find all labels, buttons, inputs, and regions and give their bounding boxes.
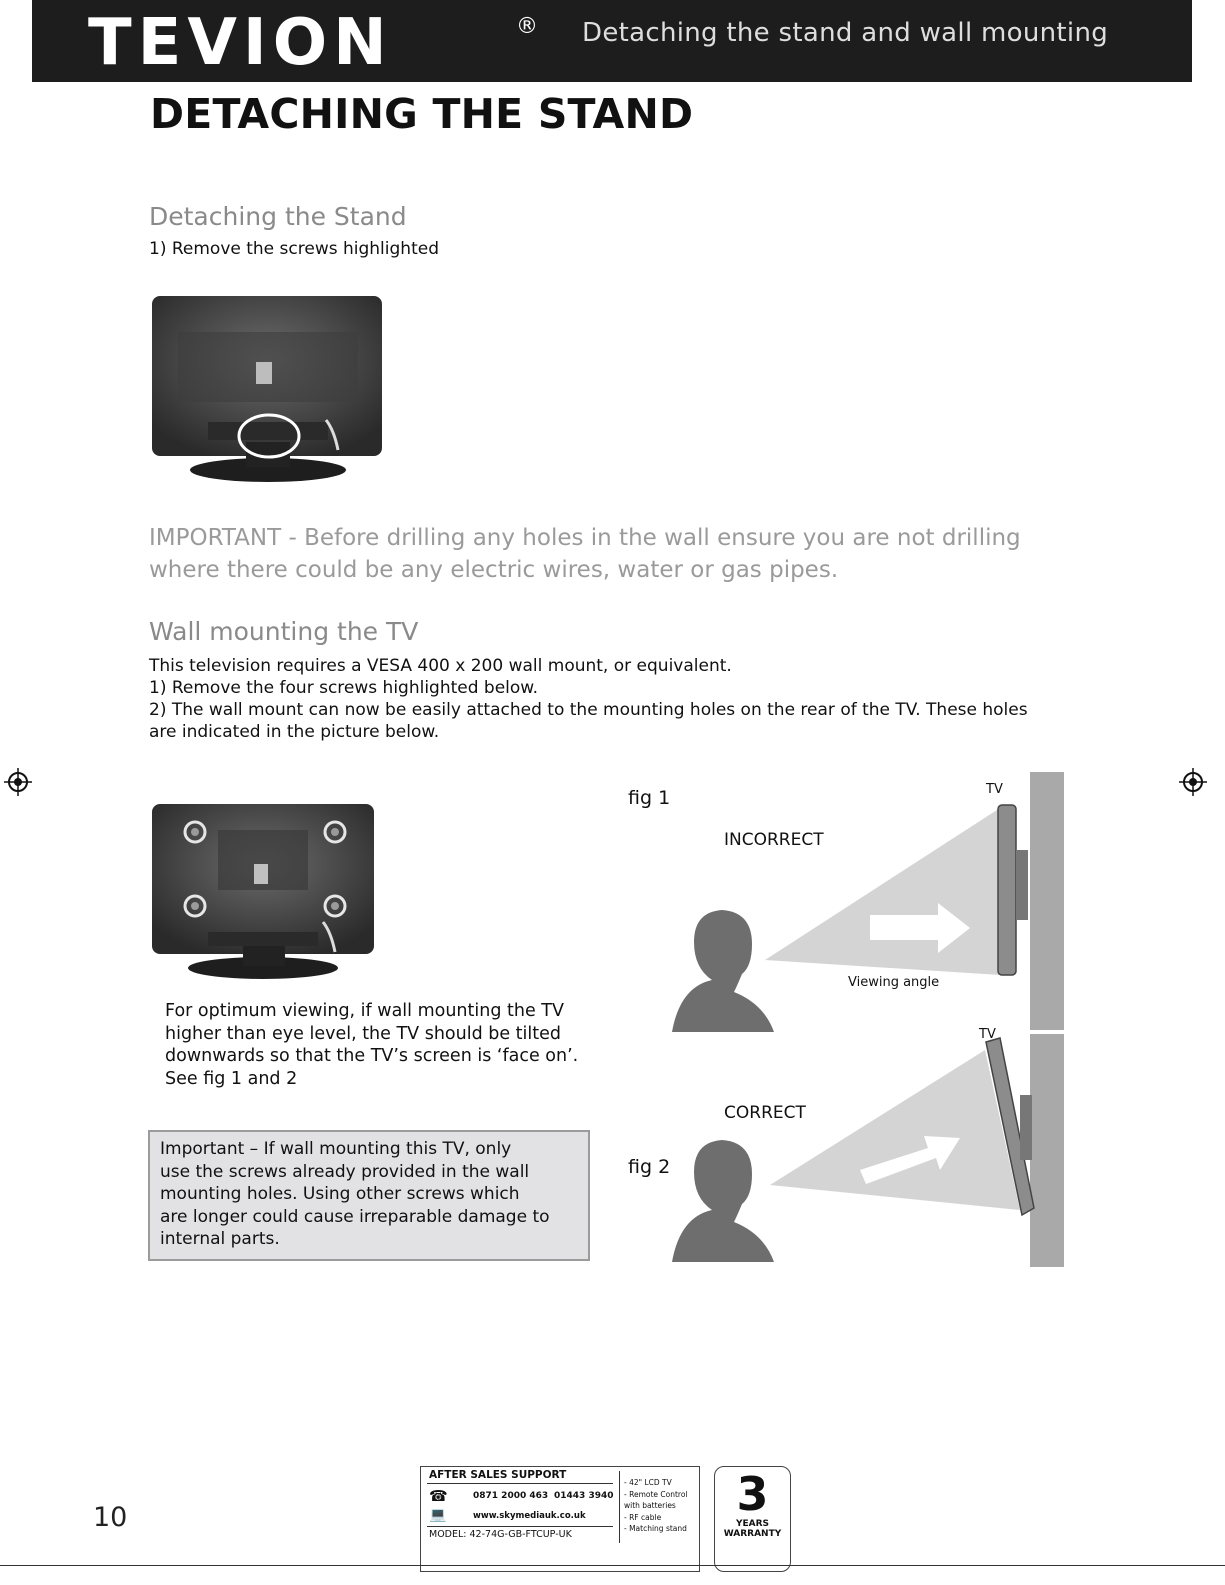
viewing-note-line: For optimum viewing, if wall mounting the TV <box>165 1001 564 1021</box>
section-title: Detaching the stand and wall mounting <box>582 18 1109 48</box>
warranty-line-1: YEARS <box>735 1519 770 1529</box>
after-sales-support-box <box>420 1466 700 1572</box>
wall-line: 1) Remove the four screws highlighted below. <box>149 678 539 698</box>
phone-icon: ☎ <box>429 1487 448 1505</box>
registration-mark-right <box>1179 768 1207 796</box>
warranty-badge <box>714 1466 791 1572</box>
wall-line: are indicated in the picture below. <box>149 722 440 742</box>
viewing-note-line: higher than eye level, the TV should be tilted <box>165 1023 562 1044</box>
wall-upper <box>1030 772 1064 1030</box>
tv-profile-incorrect <box>998 805 1016 975</box>
viewing-note <box>165 1000 578 1090</box>
incorrect-label: INCORRECT <box>724 830 824 850</box>
fig1-label: fig 1 <box>628 787 671 809</box>
phone-2: 01443 3940 <box>554 1491 614 1501</box>
registered-mark: ® <box>516 14 538 39</box>
contents-item: - 42" LCD TV <box>624 1478 672 1487</box>
viewing-beam-correct <box>770 1050 1020 1210</box>
wall-line: 2) The wall mount can now be easily attached to the mounting holes on the rear of the TV. These holes <box>149 700 1028 720</box>
warranty-years-number: 3 <box>736 1467 769 1521</box>
warranty-line-2: WARRANTY <box>723 1529 782 1539</box>
wall-instructions <box>149 655 1049 743</box>
screw-note-line: mounting holes. Using other screws which <box>160 1184 520 1204</box>
contents-item: with batteries <box>624 1501 676 1510</box>
tv-label-2: TV <box>979 1027 996 1042</box>
screw-note-line: are longer could cause irreparable damage to <box>160 1206 550 1227</box>
support-website: www.skymediauk.co.uk <box>473 1511 586 1521</box>
wall-bracket-2 <box>1020 1095 1032 1160</box>
viewing-note-line: See fig 1 and 2 <box>165 1068 298 1089</box>
wall-heading: Wall mounting the TV <box>149 617 419 646</box>
model-number: MODEL: 42-74G-GB-FTCUP-UK <box>429 1529 572 1540</box>
bottom-rule <box>0 1565 1225 1566</box>
screw-note-line: use the screws already provided in the wall <box>160 1161 530 1182</box>
viewing-angle-label: Viewing angle <box>848 975 940 990</box>
drilling-warning: IMPORTANT - Before drilling any holes in the wall ensure you are not drilling where there could be any electric wires, water or gas pipes. <box>149 525 1021 583</box>
viewing-note-line: downwards so that the TV’s screen is ‘face on’. <box>165 1046 579 1066</box>
contents-item: - Remote Control <box>624 1489 688 1499</box>
wall-lower <box>1030 1034 1064 1267</box>
screw-note-line: Important – If wall mounting this TV, only <box>160 1139 512 1159</box>
wall-line: This television requires a VESA 400 x 200 wall mount, or equivalent. <box>149 656 732 676</box>
wall-bracket <box>1016 850 1028 920</box>
screw-warning-box <box>148 1130 590 1261</box>
screw-note-line: internal parts. <box>160 1229 280 1249</box>
fig2-label: fig 2 <box>628 1156 671 1178</box>
computer-icon: 💻 <box>429 1507 447 1523</box>
phone-1: 0871 2000 463 <box>473 1491 549 1501</box>
tv-label-1: TV <box>986 782 1003 797</box>
stand-heading: Detaching the Stand <box>149 202 407 231</box>
registration-mark-left <box>4 768 32 796</box>
support-title: AFTER SALES SUPPORT <box>429 1469 567 1481</box>
page-number: 10 <box>93 1502 128 1533</box>
contents-item: - RF cable <box>624 1512 662 1522</box>
box-contents <box>624 1477 688 1535</box>
viewer-head-1 <box>672 910 774 1032</box>
stand-step-1: 1) Remove the screws highlighted <box>149 239 439 259</box>
page-title: DETACHING THE STAND <box>150 90 694 138</box>
correct-label: CORRECT <box>724 1103 806 1123</box>
viewing-angle-diagram <box>660 770 1070 1270</box>
viewer-head-2 <box>672 1140 774 1262</box>
tv-back-screws-image <box>148 800 380 985</box>
contents-item: - Matching stand <box>624 1524 687 1533</box>
brand-logo: TEVION <box>88 6 393 80</box>
tv-back-stand-image <box>148 292 388 487</box>
